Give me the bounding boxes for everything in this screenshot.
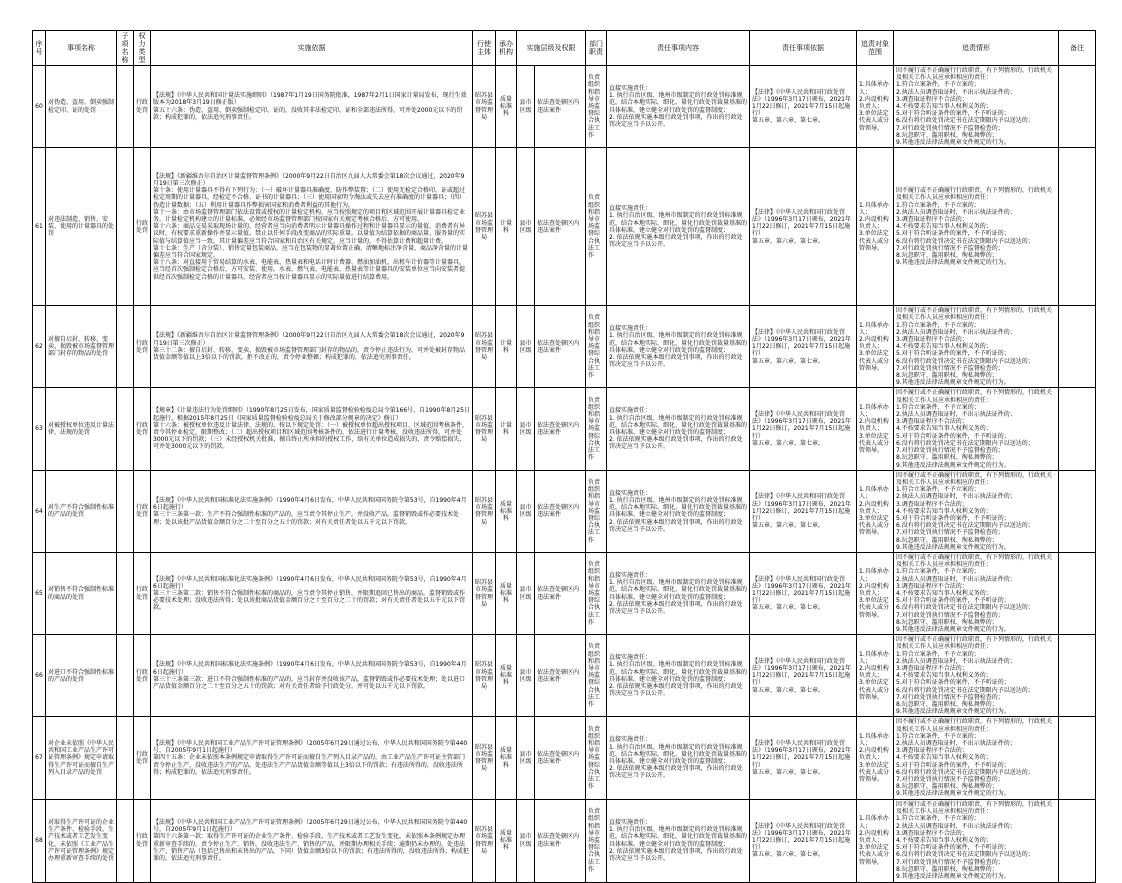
row-authority-text: 依法查处辖区内违法案件 bbox=[537, 339, 580, 354]
row-type-text: 行政处罚 bbox=[136, 668, 149, 683]
row-target bbox=[857, 552, 894, 634]
row-remark bbox=[1059, 799, 1096, 882]
row-basis bbox=[151, 148, 473, 306]
row-sub bbox=[117, 799, 134, 882]
row-level-text: 县市区级 bbox=[519, 99, 532, 114]
row-target-text: 1.具体承办人； 2.内设机构负责人； 3.单位法定代表人或分管领导。 bbox=[859, 732, 890, 784]
row-basis-text: 【法规】《中华人民共和国标准化法实施条例》（1990年4月6日发布，中华人民共和国国务院令第53号，自1990年4月6日起施行） 第三十三条第二款：销售不符合强制性标准的商品的，应当责令其停止销售，并限期追回已售出的商品，监督销毁或作必要技术处理；没收违法所得；处以该批商品货值金额百分之十至百分之二十的罚款；对有关责任者处以五千元以下罚款。 bbox=[153, 575, 467, 612]
row-target bbox=[857, 717, 894, 799]
row-basis-text: 【法规】《新疆维吾尔自治区计量监督管理条例》（2000年9月22日自治区九届人大常委会第18次会议通过，2020年9月19日第三次修正） 第十条：使用计量器具不得有下列行为：（一）破坏计量器具准确度，防作弊装置；（二）使用无检定合格印、证或超过检定周期的计量器具，经检定不合格、证书的计量器具；（三）使用国家明令淘汰或失去应有准确度的计量器具；（四）伪造计量数据；（五）利用计量器具作弊损害国家和消费者利益的其他行为。 第十一条：由市场监督管理部门依法设置或授权的计量检定机构，应当按照规定的项目和区域范围开展计量器具检定业务。计量检定机构建立的计量标准，必须经市场监督管理部门按国家有关规定考核合格后，方可使用。 第十六条：商品交易采取现场计量的，经营者应当向消费者明示计量器具操作过程和计量器具显示的量值，消费者有异议时，有权要求重新操作并显示量值。禁止以任何手段改变商品的实际重量。以量值为结算依据的商品量、服务量的实际值与结算值应当一致，其计量偏差应当符合国家和自治区有关规定。应当计量的，不得估算计费和超量计费。 第十七条：生产（含分装）、销售定量包装商品，应当在包装物的显著位置正确、清晰地标注净含量，商品净含量的计量偏差应当符合国家规定。 第十八条：对直接用于贸易结算的水表、电能表、热量表和电话计时计费器、燃油加油机、出租车计价器等计量器具，应当经首次强制检定合格后，方可安装、使用。水表、燃气表、电能表、热量表等计量器具的安装单位应当向安装者提供经首次强制检定合格的计量器具。经营者应当按计量器具显示的实际量值进行结算费用。 bbox=[153, 172, 469, 281]
table-row bbox=[33, 799, 1096, 882]
row-name-text: 对企业未依照《中华人民共和国工业产品生产许可证管理条例》规定申请取得生产许可证而擅自生产列入目录产品的处罚 bbox=[48, 740, 115, 776]
row-subject bbox=[473, 552, 496, 634]
row-level-text: 县市区级 bbox=[519, 750, 532, 766]
header-sub: 子项名称 bbox=[117, 31, 134, 66]
row-level-text: 县市区级 bbox=[519, 586, 532, 601]
row-name-text: 对生产不符合强制性标准的产品的处罚 bbox=[48, 504, 115, 519]
row-basis-text: 【法规】《新疆维吾尔自治区计量监督管理条例》（2000年9月22日自治区九届人大常委会第18次会议通过，2020年9月19日第三次修正） 第三十二条：擅自启封、转移、变卖、损毁被市场监督管理部门封存的物品的，责令停止违法行为，可并处被封存物品货值金额等值以上3倍以下的罚款，拒不改正的，责令停业整顿；构成犯罪的，依法追究刑事责任。 bbox=[153, 332, 466, 362]
row-authority bbox=[535, 635, 586, 717]
row-duty bbox=[586, 388, 607, 470]
header-org: 承办机构 bbox=[496, 31, 517, 66]
header-no: 序号 bbox=[33, 31, 46, 66]
row-basis bbox=[151, 388, 473, 470]
row-resp-basis-text: 【法律】《中华人民共和国行政处罚法》（1996年3月17日颁布，2021年1月22日修订，2021年7月15日起施行） 第五章、第六章、第七章。 bbox=[752, 208, 851, 245]
row-resp-basis-text: 【法律】《中华人民共和国行政处罚法》（1996年3月17日颁布，2021年1月22日修订，2021年7月15日起施行） 第五章、第六章、第七章。 bbox=[752, 575, 851, 612]
row-no bbox=[33, 635, 46, 717]
row-sub bbox=[117, 717, 134, 799]
row-resp-content bbox=[607, 148, 750, 306]
row-authority-text: 依法查处辖区内违法案件 bbox=[537, 750, 580, 766]
row-target-text: 1.具体承办人； 2.内设机构负责人； 3.单位法定代表人或分管领导。 bbox=[859, 650, 890, 701]
row-no-text: 63 bbox=[35, 425, 43, 433]
row-level bbox=[517, 470, 535, 552]
row-org-text: 计量科 bbox=[499, 339, 512, 354]
row-type bbox=[134, 148, 151, 306]
row-basis-text: 【规章】《计量违法行为处罚细则》（1990年8月25日发布，国家质量监督检验检疫总局令第166号，自1990年8月25日起施行，根据2015年8月25日《国家质量监督检验检疫总局关于修改部分规章的决定》修订） 第十六条：被授权单位违反计量法律、法规的，按以下规定处罚：（一）被授权单位超出授权项目、区域范围考核条件，责令其停业检定，限期整改；（二）超出授权项目和区域范围考核条件的，依法进行计量考核，没收违法所得，可并处3000元以下的罚款；（三）未经授权机关批准，擅自终止所承担的授权工作，给有关单位造成损失的，责令赔偿损失，可并处3000元以下的罚款。 bbox=[153, 407, 470, 451]
row-remark bbox=[1059, 66, 1096, 148]
row-level-text: 县市区级 bbox=[519, 219, 532, 234]
row-basis-text: 【法规】《中华人民共和国标准化法实施条例》（1990年4月6日发布，中华人民共和国国务院令第53号，自1990年4月6日起施行） 第三十三条第一款：生产不符合强制性标准的产品的，应当责令其停止生产，并没收产品，监督销毁或作必要技术处理；处以该批产品货值金额百分之二十至百分之五十的罚款；对有关责任者处以五千元以下罚款。 bbox=[153, 496, 467, 526]
row-authority bbox=[535, 148, 586, 306]
row-basis bbox=[151, 66, 473, 148]
row-no-text: 68 bbox=[35, 837, 43, 845]
row-org-text: 质量标准科 bbox=[499, 664, 512, 687]
row-situation-text: 因不履行或不正确履行行政职责，有下列情形的，行政机关及相关工作人员应承担相应的责任： 1.符合立案条件，不予立案的； 2.执法人员调查取证时，不出示执法证件的； 3.调查取证程序不合法的； 4.不按要求告知当事人权利义务的； 5.对于符合听证条件的案件，不予听证的； 6.没有将行政处罚决定书在法定期限内予以送达的； 7.对行政处罚执行情况不予监督检查的； 8.玩忽职守、滥用职权、徇私舞弊的； 9.其他违反法律法规规章文件规定的行为。 bbox=[896, 389, 1053, 469]
table-row bbox=[33, 552, 1096, 634]
row-name bbox=[46, 552, 117, 634]
row-resp-content bbox=[607, 552, 750, 634]
row-resp-basis-text: 【法律】《中华人民共和国行政处罚法》（1996年3月17日颁布，2021年1月22日修订，2021年7月15日起施行） 第五章、第六章、第七章。 bbox=[752, 328, 851, 365]
row-resp-content-text: 直接实施责任： 1. 执行自治区级、地州市级制定的行政处罚标准规范，结合本地实际，细化、量化行政处罚裁量基准的具体标准，建立健全对行政处罚的监督制度； 2. 依法依规实施本级行政处罚事项，作出的行政处罚决定应当予以公开。 bbox=[609, 325, 748, 369]
row-resp-content bbox=[607, 66, 750, 148]
row-duty bbox=[586, 635, 607, 717]
document-page bbox=[32, 30, 1095, 881]
row-resp-basis-text: 【法律】《中华人民共和国行政处罚法》（1996年3月17日颁布，2021年1月22日修订，2021年7月15日起施行） 第五章、第六章、第七章。 bbox=[752, 493, 851, 530]
row-org bbox=[496, 148, 517, 306]
row-type-text: 行政处罚 bbox=[136, 586, 149, 601]
row-type-text: 行政处罚 bbox=[136, 99, 149, 114]
row-sub bbox=[117, 306, 134, 388]
row-basis bbox=[151, 717, 473, 799]
row-target bbox=[857, 66, 894, 148]
row-target-text: 1.具体承办人； 2.内设机构负责人； 3.单位法定代表人或分管领导。 bbox=[859, 403, 890, 455]
row-duty-text: 负责组织和指导市场监督综合执法工作 bbox=[588, 561, 601, 626]
row-subject bbox=[473, 66, 496, 148]
row-no bbox=[33, 799, 46, 882]
row-subject bbox=[473, 470, 496, 552]
row-duty bbox=[586, 717, 607, 799]
row-situation bbox=[894, 470, 1059, 552]
row-org bbox=[496, 388, 517, 470]
row-situation-text: 因不履行或不正确履行行政职责，有下列情形的，行政机关及相关工作人员应承担相应的责任： 1.符合立案条件，不予立案的； 2.执法人员调查取证时，不出示执法证件的； 3.调查取证程序不合法的； 4.不按要求告知当事人权利义务的； 5.对于符合听证条件的案件，不予听证的； 6.没有将行政处罚决定书在法定期限内予以送达的； 7.对行政处罚执行情况不予监督检查的； 8.玩忽职守、滥用职权、徇私舞弊的； 9.其他违反法律法规规章文件规定的行为。 bbox=[896, 553, 1053, 633]
row-name bbox=[46, 388, 117, 470]
row-situation bbox=[894, 66, 1059, 148]
row-duty-text: 负责组织和指导市场监督综合执法工作 bbox=[588, 725, 601, 791]
row-no bbox=[33, 470, 46, 552]
row-level-text: 县市区级 bbox=[519, 504, 532, 519]
table-row bbox=[33, 635, 1096, 717]
row-target bbox=[857, 799, 894, 882]
row-no-text: 61 bbox=[35, 223, 43, 231]
row-level bbox=[517, 388, 535, 470]
row-basis-text: 【法规】《中华人民共和国计量法实施细则》（1987年1月19日国务院批准，1987年2月1日国家计量局发布，现行生效版本为2018年3月19日修正版） 第五十六条：伪造、盗用、倒卖强制检定印、证的，没收其非法检定印、证和全部违法所得，可并处2000元以下的罚款；构成犯罪的，依法追究刑事责任。 bbox=[153, 92, 467, 121]
row-no bbox=[33, 388, 46, 470]
row-name bbox=[46, 66, 117, 148]
row-situation-text: 因不履行或不正确履行行政职责，有下列情形的，行政机关及相关工作人员应承担相应的责任： 1.符合立案条件，不予立案的； 2.执法人员调查取证时，不出示执法证件的； 3.调查取证程序不合法的； 4.不按要求告知当事人权利义务的； 5.对于符合听证条件的案件，不予听证的； 6.没有将行政处罚决定书在法定期限内予以送达的； 7.对行政处罚执行情况不予监督检查的； 8.玩忽职守、滥用职权、徇私舞弊的； 9.其他违反法律法规规章文件规定的行为。 bbox=[896, 67, 1053, 147]
row-name-text: 对被授权单位违反计量法律、法规的处罚 bbox=[48, 421, 115, 437]
row-remark bbox=[1059, 306, 1096, 388]
table-row bbox=[33, 306, 1096, 388]
row-resp-content-text: 直接实施责任： 1. 执行自治区级、地州市级制定的行政处罚标准规范，结合本地实际，细化、量化行政处罚裁量基准的具体标准，建立健全对行政处罚的监督制度； 2. 依法依规实施本级行政处罚事项，作出的行政处罚决定应当予以公开。 bbox=[609, 205, 748, 249]
row-org bbox=[496, 306, 517, 388]
row-resp-content-text: 直接实施责任： 1. 执行自治区级、地州市级制定的行政处罚标准规范，结合本地实际，细化、量化行政处罚裁量基准的具体标准，建立健全对行政处罚的监督制度； 2. 依法依规实施本级行政处罚事项，作出的行政处罚决定应当予以公开。 bbox=[609, 819, 748, 863]
row-resp-basis bbox=[750, 388, 857, 470]
row-authority-text: 依法查处辖区内违法案件 bbox=[537, 421, 580, 437]
header-basis: 实施依据 bbox=[151, 31, 473, 66]
header-target: 追责对象范围 bbox=[857, 31, 894, 66]
row-situation-text: 因不履行或不正确履行行政职责，有下列情形的，行政机关及相关工作人员应承担相应的责任： 1.符合立案条件，不予立案的； 2.执法人员调查取证时，不出示执法证件的； 3.调查取证程序不合法的； 4.不按要求告知当事人权利义务的； 5.对于符合听证条件的案件，不予听证的； 6.没有将行政处罚决定书在法定期限内予以送达的； 7.对行政处罚执行情况不予监督检查的； 8.玩忽职守、滥用职权、徇私舞弊的； 9.其他违反法律法规规章文件规定的行为。 bbox=[896, 636, 1053, 716]
row-basis bbox=[151, 470, 473, 552]
row-basis-text: 【法规】《中华人民共和国工业产品生产许可证管理条例》（2005年6月29日通过公布，中华人民共和国国务院令第440号，自2005年9月1日起施行） 第四十六条第一款：取得生产许可证的企业生产条件、检验手段、生产技术或者工艺发生变化，未依照本条例规定办理重新审查手续的，责令停止生产、销售，没收违法生产、销售的产品，并限期办理相关手续；逾期仍未办理的，处违法生产、销售产品（包括已售出和未售出的产品，下同）货值金额3倍以下的罚款；有违法所得的，没收违法所得；构成犯罪的，依法追究刑事责任。 bbox=[153, 819, 469, 863]
row-subject-text: 昭苏县市场监督管理局 bbox=[475, 332, 494, 362]
row-level bbox=[517, 635, 535, 717]
row-name bbox=[46, 717, 117, 799]
table-row bbox=[33, 717, 1096, 799]
row-org bbox=[496, 470, 517, 552]
row-basis-text: 【法规】《中华人民共和国工业产品生产许可证管理条例》（2005年6月29日通过公布，中华人民共和国国务院令第440号，自2005年9月1日起施行） 第四十五条：企业未依照本条例规定申请取得生产许可证而擅自生产列入目录产品的，由工业产品生产许可证主管部门责令停止生产，没收违法生产的产品，处违法生产产品货值金额等值以上3倍以下的罚款；有违法所得的，没收违法所得；构成犯罪的，依法追究刑事责任。 bbox=[153, 740, 468, 776]
row-situation-text: 因不履行或不正确履行行政职责，有下列情形的，行政机关及相关工作人员应承担相应的责任： 1.符合立案条件，不予立案的； 2.执法人员调查取证时，不出示执法证件的； 3.调查取证程序不合法的； 4.不按要求告知当事人权利义务的； 5.对于符合听证条件的案件，不予听证的； 6.没有将行政处罚决定书在法定期限内予以送达的； 7.对行政处罚执行情况不予监督检查的； 8.玩忽职守、滥用职权、徇私舞弊的； 9.其他违反法律法规规章文件规定的行为。 bbox=[896, 471, 1053, 551]
row-name-text: 对伪造、盗用、倒卖强制检定印、证的处罚 bbox=[48, 99, 115, 114]
row-resp-basis bbox=[750, 470, 857, 552]
row-target-text: 1.具体承办人； 2.内设机构负责人； 3.单位法定代表人或分管领导。 bbox=[859, 321, 890, 372]
row-duty-text: 负责组织和指导市场监督综合执法工作 bbox=[588, 478, 601, 544]
row-duty bbox=[586, 552, 607, 634]
row-situation bbox=[894, 306, 1059, 388]
row-resp-content-text: 直接实施责任： 1. 执行自治区级、地州市级制定的行政处罚标准规范，结合本地实际，细化、量化行政处罚裁量基准的具体标准，建立健全对行政处罚的监督制度； 2. 依法依规实施本级行政处罚事项，作出的行政处罚决定应当予以公开。 bbox=[609, 736, 748, 780]
row-type-text: 行政处罚 bbox=[136, 504, 149, 519]
row-duty-text: 负责组织和指导市场监督综合执法工作 bbox=[588, 808, 601, 873]
row-subject-text: 昭苏县市场监督管理局 bbox=[475, 826, 494, 855]
header-subject: 行使主体 bbox=[473, 31, 496, 66]
row-authority bbox=[535, 717, 586, 799]
row-authority-text: 依法查处辖区内违法案件 bbox=[537, 99, 580, 114]
table-body bbox=[33, 66, 1096, 883]
row-resp-basis-text: 【法律】《中华人民共和国行政处罚法》（1996年3月17日颁布，2021年1月22日修订，2021年7月15日起施行） 第五章、第六章、第七章。 bbox=[752, 411, 851, 447]
row-no-text: 65 bbox=[35, 589, 43, 597]
row-remark bbox=[1059, 148, 1096, 306]
row-org bbox=[496, 635, 517, 717]
row-target bbox=[857, 148, 894, 306]
row-remark bbox=[1059, 635, 1096, 717]
row-target-text: 1.具体承办人； 2.内设机构负责人； 3.单位法定代表人或分管领导。 bbox=[859, 568, 890, 619]
power-list-table bbox=[32, 30, 1096, 883]
row-sub bbox=[117, 388, 134, 470]
row-org bbox=[496, 717, 517, 799]
row-level-text: 县市区级 bbox=[519, 668, 532, 683]
row-no-text: 62 bbox=[35, 343, 43, 351]
row-subject bbox=[473, 799, 496, 882]
row-authority bbox=[535, 470, 586, 552]
row-subject bbox=[473, 388, 496, 470]
header-duty: 部门职责 bbox=[586, 31, 607, 66]
row-name bbox=[46, 799, 117, 882]
header-situation: 追责情形 bbox=[894, 31, 1059, 66]
row-name bbox=[46, 635, 117, 717]
row-remark bbox=[1059, 470, 1096, 552]
row-duty-text: 负责组织和指导市场监督综合执法工作 bbox=[588, 643, 601, 708]
row-type bbox=[134, 388, 151, 470]
row-authority bbox=[535, 306, 586, 388]
row-resp-content bbox=[607, 470, 750, 552]
table-row bbox=[33, 470, 1096, 552]
row-resp-content bbox=[607, 717, 750, 799]
row-type bbox=[134, 306, 151, 388]
row-authority-text: 依法查处辖区内违法案件 bbox=[537, 504, 580, 519]
row-resp-basis bbox=[750, 635, 857, 717]
row-resp-basis bbox=[750, 552, 857, 634]
row-subject-text: 昭苏县市场监督管理局 bbox=[475, 212, 494, 241]
row-name bbox=[46, 148, 117, 306]
row-no-text: 67 bbox=[35, 754, 43, 762]
row-no bbox=[33, 306, 46, 388]
row-duty bbox=[586, 470, 607, 552]
row-situation bbox=[894, 148, 1059, 306]
row-duty bbox=[586, 799, 607, 882]
row-name-text: 对取得生产许可证的企业生产条件、检验手段、生产技术或者工艺发生变化，未依照《工业产品生产许可证管理条例》规定办理重新审查手续的处罚 bbox=[48, 819, 115, 863]
table-header-row bbox=[33, 31, 1096, 66]
row-resp-content-text: 直接实施责任： 1. 执行自治区级、地州市级制定的行政处罚标准规范，结合本地实际，细化、量化行政处罚裁量基准的具体标准，建立健全对行政处罚的监督制度； 2. 依法依规实施本级行政处罚事项，作出的行政处罚决定应当予以公开。 bbox=[609, 85, 748, 129]
row-resp-content-text: 直接实施责任： 1. 执行自治区级、地州市级制定的行政处罚标准规范，结合本地实际，细化、量化行政处罚裁量基准的具体标准，建立健全对行政处罚的监督制度； 2. 依法依规实施本级行政处罚事项，作出的行政处罚决定应当予以公开。 bbox=[609, 571, 748, 615]
row-resp-content-text: 直接实施责任： 1. 执行自治区级、地州市级制定的行政处罚标准规范，结合本地实际，细化、量化行政处罚裁量基准的具体标准，建立健全对行政处罚的监督制度； 2. 依法依规实施本级行政处罚事项，作出的行政处罚决定应当予以公开。 bbox=[609, 654, 748, 698]
row-type bbox=[134, 66, 151, 148]
row-authority-text: 依法查处辖区内违法案件 bbox=[537, 586, 580, 601]
row-org-text: 质量标准科 bbox=[499, 95, 512, 118]
row-subject bbox=[473, 635, 496, 717]
header-type: 权力类型 bbox=[134, 31, 151, 66]
row-basis bbox=[151, 635, 473, 717]
row-resp-basis bbox=[750, 66, 857, 148]
row-target-text: 1.具体承办人； 2.内设机构负责人； 3.单位法定代表人或分管领导。 bbox=[859, 201, 890, 252]
row-org-text: 计量科 bbox=[499, 421, 512, 437]
row-org bbox=[496, 799, 517, 882]
row-remark bbox=[1059, 717, 1096, 799]
row-subject-text: 昭苏县市场监督管理局 bbox=[475, 743, 494, 773]
row-duty-text: 负责组织和指导市场监督综合执法工作 bbox=[588, 194, 601, 259]
row-org-text: 质量标准科 bbox=[499, 829, 512, 852]
row-type-text: 行政处罚 bbox=[136, 339, 149, 354]
row-type bbox=[134, 717, 151, 799]
row-situation-text: 因不履行或不正确履行行政职责，有下列情形的，行政机关及相关工作人员应承担相应的责任： 1.符合立案条件，不予立案的； 2.执法人员调查取证时，不出示执法证件的； 3.调查取证程序不合法的； 4.不按要求告知当事人权利义务的； 5.对于符合听证条件的案件，不予听证的； 6.没有将行政处罚决定书在法定期限内予以送达的； 7.对行政处罚执行情况不予监督检查的； 8.玩忽职守、滥用职权、徇私舞弊的； 9.其他违反法律法规规章文件规定的行为。 bbox=[896, 187, 1053, 267]
row-subject bbox=[473, 717, 496, 799]
header-remark: 备注 bbox=[1059, 31, 1096, 66]
table-row bbox=[33, 66, 1096, 148]
row-name-text: 对销售不符合强制性标准的商品的处罚 bbox=[48, 586, 115, 601]
row-no-text: 64 bbox=[35, 507, 43, 515]
row-basis-text: 【法规】《中华人民共和国标准化法实施条例》（1990年4月6日发布，中华人民共和国国务院令第53号，自1990年4月6日起施行） 第三十三条第三款：进口不符合强制性标准的产品的，应当封存并没收该产品，监督销毁或作必要技术处理；处以进口产品货值金额百分之二十至百分之五十的罚款；对有关责任者给予行政处分，并可处以五千元以下罚款。 bbox=[153, 661, 467, 690]
row-situation bbox=[894, 799, 1059, 882]
row-sub bbox=[117, 470, 134, 552]
row-duty bbox=[586, 306, 607, 388]
row-duty-text: 负责组织和指导市场监督综合执法工作 bbox=[588, 396, 601, 462]
row-resp-basis bbox=[750, 799, 857, 882]
row-level bbox=[517, 717, 535, 799]
row-basis bbox=[151, 799, 473, 882]
row-target bbox=[857, 388, 894, 470]
row-type bbox=[134, 635, 151, 717]
row-type-text: 行政处罚 bbox=[136, 833, 149, 848]
row-level bbox=[517, 552, 535, 634]
row-subject-text: 昭苏县市场监督管理局 bbox=[475, 579, 494, 608]
row-authority bbox=[535, 552, 586, 634]
row-remark bbox=[1059, 552, 1096, 634]
row-org-text: 计量科 bbox=[499, 219, 512, 234]
row-sub bbox=[117, 552, 134, 634]
row-resp-basis-text: 【法律】《中华人民共和国行政处罚法》（1996年3月17日颁布，2021年1月22日修订，2021年7月15日起施行） 第五章、第六章、第七章。 bbox=[752, 740, 851, 776]
row-no bbox=[33, 66, 46, 148]
row-type bbox=[134, 799, 151, 882]
row-target-text: 1.具体承办人； 2.内设机构负责人； 3.单位法定代表人或分管领导。 bbox=[859, 815, 890, 866]
row-name-text: 对进口不符合强制性标准的产品的处罚 bbox=[48, 668, 115, 683]
row-org-text: 质量标准科 bbox=[499, 582, 512, 605]
row-authority-text: 依法查处辖区内违法案件 bbox=[537, 668, 580, 683]
row-level-text: 县市区级 bbox=[519, 339, 532, 354]
row-situation-text: 因不履行或不正确履行行政职责，有下列情形的，行政机关及相关工作人员应承担相应的责任： 1.符合立案条件，不予立案的； 2.执法人员调查取证时，不出示执法证件的； 3.调查取证程序不合法的； 4.不按要求告知当事人权利义务的； 5.对于符合听证条件的案件，不予听证的； 6.没有将行政处罚决定书在法定期限内予以送达的； 7.对行政处罚执行情况不予监督检查的； 8.玩忽职守、滥用职权、徇私舞弊的； 9.其他违反法律法规规章文件规定的行为。 bbox=[896, 718, 1053, 798]
header-level: 实施层级及权限 bbox=[517, 31, 586, 66]
row-target bbox=[857, 635, 894, 717]
row-authority bbox=[535, 799, 586, 882]
row-target bbox=[857, 470, 894, 552]
row-remark bbox=[1059, 388, 1096, 470]
row-resp-content bbox=[607, 306, 750, 388]
row-resp-content bbox=[607, 799, 750, 882]
row-resp-content bbox=[607, 388, 750, 470]
row-sub bbox=[117, 148, 134, 306]
row-resp-basis-text: 【法律】《中华人民共和国行政处罚法》（1996年3月17日颁布，2021年1月22日修订，2021年7月15日起施行） 第五章、第六章、第七章。 bbox=[752, 657, 851, 694]
row-type-text: 行政处罚 bbox=[136, 421, 149, 437]
row-situation bbox=[894, 388, 1059, 470]
row-subject-text: 昭苏县市场监督管理局 bbox=[475, 92, 494, 121]
row-level bbox=[517, 66, 535, 148]
row-org bbox=[496, 66, 517, 148]
row-name-text: 对擅自启封、转移、变卖、损毁被市场监督管理部门封存的物品的处罚 bbox=[48, 336, 115, 358]
row-org-text: 质量标准科 bbox=[499, 500, 512, 522]
row-target-text: 1.具体承办人； 2.内设机构负责人； 3.单位法定代表人或分管领导。 bbox=[859, 81, 890, 132]
row-authority bbox=[535, 388, 586, 470]
row-sub bbox=[117, 635, 134, 717]
row-type-text: 行政处罚 bbox=[136, 750, 149, 766]
row-level bbox=[517, 799, 535, 882]
row-resp-basis bbox=[750, 717, 857, 799]
row-org bbox=[496, 552, 517, 634]
row-situation-text: 因不履行或不正确履行行政职责，有下列情形的，行政机关及相关工作人员应承担相应的责任： 1.符合立案条件，不予立案的； 2.执法人员调查取证时，不出示执法证件的； 3.调查取证程序不合法的； 4.不按要求告知当事人权利义务的； 5.对于符合听证条件的案件，不予听证的； 6.没有将行政处罚决定书在法定期限内予以送达的； 7.对行政处罚执行情况不予监督检查的； 8.玩忽职守、滥用职权、徇私舞弊的； 9.其他违反法律法规规章文件规定的行为。 bbox=[896, 307, 1053, 387]
row-no-text: 66 bbox=[35, 672, 43, 680]
row-name bbox=[46, 306, 117, 388]
row-level-text: 县市区级 bbox=[519, 833, 532, 848]
table-row bbox=[33, 148, 1096, 306]
row-target-text: 1.具体承办人； 2.内设机构负责人； 3.单位法定代表人或分管领导。 bbox=[859, 486, 890, 537]
row-authority bbox=[535, 66, 586, 148]
row-duty bbox=[586, 66, 607, 148]
row-no bbox=[33, 552, 46, 634]
row-resp-content-text: 直接实施责任： 1. 执行自治区级、地州市级制定的行政处罚标准规范，结合本地实际，细化、量化行政处罚裁量基准的具体标准，建立健全对行政处罚的监督制度； 2. 依法依规实施本级行政处罚事项，作出的行政处罚决定应当予以公开。 bbox=[609, 407, 748, 451]
row-basis bbox=[151, 552, 473, 634]
row-situation bbox=[894, 552, 1059, 634]
row-subject-text: 昭苏县市场监督管理局 bbox=[475, 661, 494, 690]
header-resp-content: 责任事项内容 bbox=[607, 31, 750, 66]
row-subject-text: 昭苏县市场监督管理局 bbox=[475, 414, 494, 444]
row-target bbox=[857, 306, 894, 388]
row-sub bbox=[117, 66, 134, 148]
row-situation bbox=[894, 717, 1059, 799]
row-resp-content bbox=[607, 635, 750, 717]
row-type bbox=[134, 552, 151, 634]
row-level bbox=[517, 148, 535, 306]
row-authority-text: 依法查处辖区内违法案件 bbox=[537, 219, 580, 234]
row-situation bbox=[894, 635, 1059, 717]
row-resp-basis bbox=[750, 306, 857, 388]
row-no bbox=[33, 148, 46, 306]
row-duty-text: 负责组织和指导市场监督综合执法工作 bbox=[588, 74, 601, 139]
row-type bbox=[134, 470, 151, 552]
table-row bbox=[33, 388, 1096, 470]
row-subject bbox=[473, 148, 496, 306]
row-type-text: 行政处罚 bbox=[136, 219, 149, 234]
row-subject bbox=[473, 306, 496, 388]
row-situation-text: 因不履行或不正确履行行政职责，有下列情形的，行政机关及相关工作人员应承担相应的责任： 1.符合立案条件，不予立案的； 2.执法人员调查取证时，不出示执法证件的； 3.调查取证程序不合法的； 4.不按要求告知当事人权利义务的； 5.对于符合听证条件的案件，不予听证的； 6.没有将行政处罚决定书在法定期限内予以送达的； 7.对行政处罚执行情况不予监督检查的； 8.玩忽职守、滥用职权、徇私舞弊的； 9.其他违反法律法规规章文件规定的行为。 bbox=[896, 801, 1053, 881]
row-resp-basis-text: 【法律】《中华人民共和国行政处罚法》（1996年3月17日颁布，2021年1月22日修订，2021年7月15日起施行） 第五章、第六章、第七章。 bbox=[752, 822, 851, 859]
header-name: 事项名称 bbox=[46, 31, 117, 66]
row-no-text: 60 bbox=[35, 103, 43, 111]
row-duty bbox=[586, 148, 607, 306]
row-level-text: 县市区级 bbox=[519, 421, 532, 437]
header-resp-basis: 责任事项依据 bbox=[750, 31, 857, 66]
row-name-text: 对违法制造、销售、安装、使用的计量器具的处罚 bbox=[48, 215, 115, 238]
row-basis bbox=[151, 306, 473, 388]
row-authority-text: 依法查处辖区内违法案件 bbox=[537, 833, 580, 848]
row-resp-basis-text: 【法律】《中华人民共和国行政处罚法》（1996年3月17日颁布，2021年1月22日修订，2021年7月15日起施行） 第五章、第六章、第七章。 bbox=[752, 88, 851, 125]
row-subject-text: 昭苏县市场监督管理局 bbox=[475, 496, 494, 526]
row-resp-content-text: 直接实施责任： 1. 执行自治区级、地州市级制定的行政处罚标准规范，结合本地实际，细化、量化行政处罚裁量基准的具体标准，建立健全对行政处罚的监督制度； 2. 依法依规实施本级行政处罚事项，作出的行政处罚决定应当予以公开。 bbox=[609, 489, 748, 533]
row-org-text: 质量标准科 bbox=[499, 747, 512, 769]
row-duty-text: 负责组织和指导市场监督综合执法工作 bbox=[588, 314, 601, 380]
row-level bbox=[517, 306, 535, 388]
row-resp-basis bbox=[750, 148, 857, 306]
row-name bbox=[46, 470, 117, 552]
row-no bbox=[33, 717, 46, 799]
